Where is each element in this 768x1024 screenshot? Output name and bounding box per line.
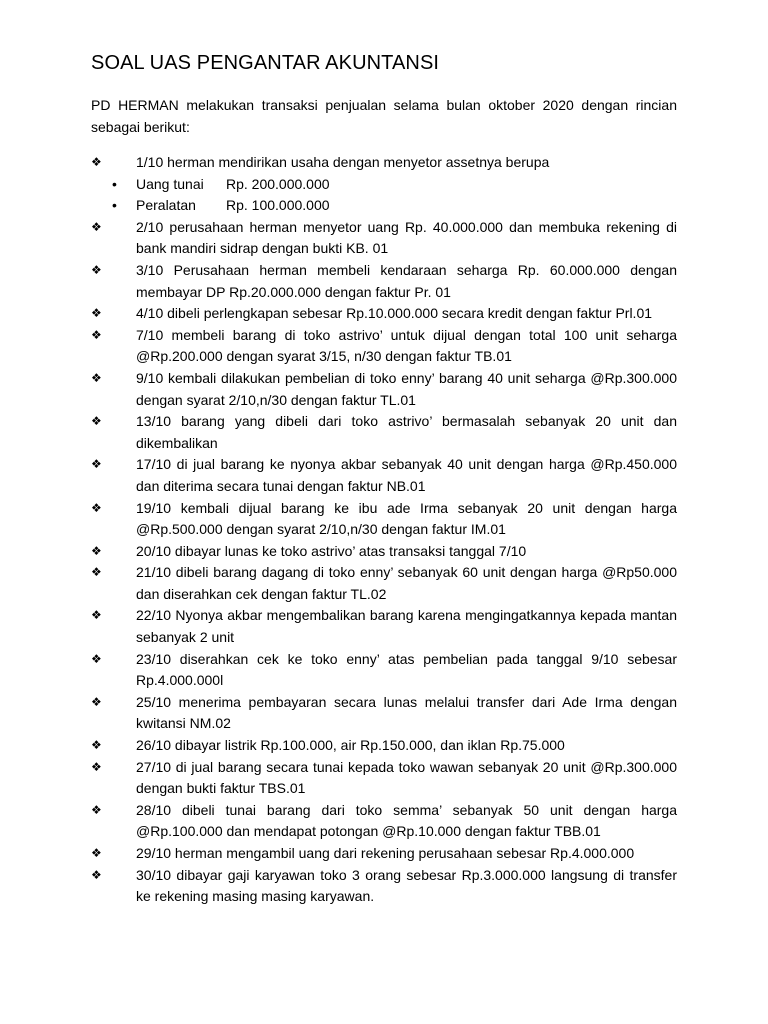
diamond-bullet-icon: ❖ xyxy=(91,802,102,817)
transaction-text: 29/10 herman mengambil uang dari rekening perusahaan sebesar Rp.4.000.000 xyxy=(136,845,635,861)
asset-label: Peralatan xyxy=(136,197,196,214)
diamond-bullet-icon: ❖ xyxy=(91,370,102,385)
transaction-item xyxy=(91,454,677,497)
transaction-text: 30/10 dibayar gaji karyawan toko 3 orang sebesar Rp.3.000.000 langsung di transfer ke rekening masing masing karyawan. xyxy=(136,866,677,905)
transaction-item xyxy=(91,649,677,692)
diamond-bullet-icon: ❖ xyxy=(91,457,102,472)
transaction-item xyxy=(91,217,677,260)
diamond-bullet-icon: ❖ xyxy=(91,867,102,882)
transaction-item xyxy=(91,735,677,757)
diamond-bullet-icon: ❖ xyxy=(91,694,102,709)
transaction-text: 19/10 kembali dijual barang ke ibu ade Irma sebanyak 20 unit dengan harga @Rp.500.000 dengan syarat 2/10,n/30 dengan faktur IM.01 xyxy=(136,499,677,538)
transaction-text: 25/10 menerima pembayaran secara lunas melalui transfer dari Ade Irma dengan kwitansi NM.02 xyxy=(136,693,677,732)
transaction-item xyxy=(91,605,677,648)
transaction-item xyxy=(91,541,677,563)
transaction-item xyxy=(91,843,677,865)
diamond-bullet-icon: ❖ xyxy=(91,327,102,342)
transaction-item xyxy=(91,562,677,605)
diamond-bullet-icon: ❖ xyxy=(91,565,102,580)
transaction-item xyxy=(91,303,677,325)
diamond-bullet-icon: ❖ xyxy=(91,155,102,169)
transaction-item xyxy=(91,152,677,174)
transaction-text: 17/10 di jual barang ke nyonya akbar sebanyak 40 unit dengan harga @Rp.450.000 dan diterima secara tunai dengan faktur NB.01 xyxy=(136,456,677,494)
asset-subitem xyxy=(91,195,677,217)
transaction-item xyxy=(91,411,677,454)
transaction-text: 23/10 diserahkan cek ke toko enny’ atas pembelian pada tanggal 9/10 sebesar Rp.4.000.000l xyxy=(136,650,677,689)
transaction-item xyxy=(91,865,677,908)
diamond-bullet-icon: ❖ xyxy=(91,306,102,321)
diamond-bullet-icon: ❖ xyxy=(91,846,102,860)
transaction-text: 26/10 dibayar listrik Rp.100.000, air Rp.150.000, dan iklan Rp.75.000 xyxy=(136,737,565,754)
transaction-text: 9/10 kembali dilakukan pembelian di toko enny’ barang 40 unit seharga @Rp.300.000 dengan syarat 2/10,n/30 dengan faktur TL.01 xyxy=(136,369,677,408)
diamond-bullet-icon: ❖ xyxy=(91,543,102,558)
transaction-text: 22/10 Nyonya akbar mengembalikan barang karena mengingatkannya kepada mantan sebanyak 2 unit xyxy=(136,607,677,646)
asset-amount: Rp. 100.000.000 xyxy=(226,197,330,214)
asset-subitem xyxy=(91,174,677,196)
transaction-text: 28/10 dibeli tunai barang dari toko semma’ sebanyak 50 unit dengan harga @Rp.100.000 dan mendapat potongan @Rp.10.000 dengan faktur TBB.01 xyxy=(136,801,677,840)
diamond-bullet-icon: ❖ xyxy=(91,651,102,666)
transaction-item xyxy=(91,368,677,411)
transaction-text: 27/10 di jual barang secara tunai kepada toko wawan sebanyak 20 unit @Rp.300.000 dengan bukti faktur TBS.01 xyxy=(136,758,677,797)
transaction-list xyxy=(91,152,677,908)
transaction-text: 2/10 perusahaan herman menyetor uang Rp. 40.000.000 dan membuka rekening di bank mandiri sidrap dengan bukti KB. 01 xyxy=(136,218,677,257)
transaction-text: 13/10 barang yang dibeli dari toko astrivo’ bermasalah sebanyak 20 unit dan dikembalikan xyxy=(136,413,677,451)
transaction-item xyxy=(91,757,677,800)
asset-amount: Rp. 200.000.000 xyxy=(226,175,330,192)
transaction-item xyxy=(91,325,677,368)
diamond-bullet-icon: ❖ xyxy=(91,262,102,277)
intro-paragraph: PD HERMAN melakukan transaksi penjualan selama bulan oktober 2020 dengan rincian sebagai berikut: xyxy=(91,97,677,135)
transaction-text: 7/10 membeli barang di toko astrivo’ untuk dijual dengan total 100 unit seharga @Rp.200.000 dengan syarat 3/15, n/30 dengan faktur TB.01 xyxy=(136,326,677,365)
diamond-bullet-icon: ❖ xyxy=(91,500,102,515)
transaction-item xyxy=(91,260,677,303)
dot-bullet-icon: • xyxy=(112,197,117,214)
diamond-bullet-icon: ❖ xyxy=(91,738,102,753)
asset-label: Uang tunai xyxy=(136,175,204,192)
transaction-text: 21/10 dibeli barang dagang di toko enny’ sebanyak 60 unit dengan harga @Rp50.000 dan diserahkan cek dengan faktur TL.02 xyxy=(136,564,677,602)
transaction-item xyxy=(91,498,677,541)
diamond-bullet-icon: ❖ xyxy=(91,759,102,774)
document-title: SOAL UAS PENGANTAR AKUNTANSI xyxy=(91,52,440,74)
transaction-text: 3/10 Perusahaan herman membeli kendaraan seharga Rp. 60.000.000 dengan membayar DP Rp.20.000.000 dengan faktur Pr. 01 xyxy=(136,261,677,300)
dot-bullet-icon: • xyxy=(112,175,117,192)
transaction-item xyxy=(91,692,677,735)
diamond-bullet-icon: ❖ xyxy=(91,414,102,429)
transaction-text: 4/10 dibeli perlengkapan sebesar Rp.10.000.000 secara kredit dengan faktur Prl.01 xyxy=(136,305,653,322)
diamond-bullet-icon: ❖ xyxy=(91,219,102,234)
transaction-text: 20/10 dibayar lunas ke toko astrivo’ atas transaksi tanggal 7/10 xyxy=(136,542,527,559)
transaction-text: 1/10 herman mendirikan usaha dengan menyetor assetnya berupa xyxy=(136,154,550,170)
transaction-item xyxy=(91,800,677,843)
diamond-bullet-icon: ❖ xyxy=(91,608,102,623)
